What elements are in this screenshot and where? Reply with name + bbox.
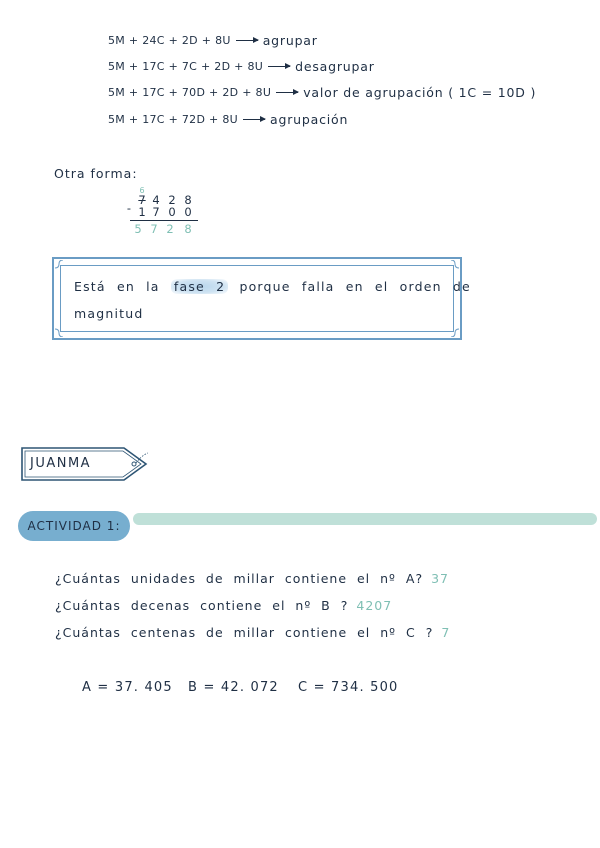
minus-sign: - <box>126 201 132 215</box>
question-answer: 37 <box>431 571 450 586</box>
note-text-after: porque falla en el orden de <box>239 279 471 294</box>
corner-ornament-icon <box>55 260 65 270</box>
corner-ornament-icon <box>449 327 459 337</box>
right-arrow-icon <box>236 40 258 41</box>
result-digit: 2 <box>166 222 174 236</box>
equation-row <box>108 111 348 127</box>
question-text: ¿Cuántas centenas de millar contiene el nº C ? <box>55 625 434 640</box>
name-tag-label: JUANMA <box>30 456 92 471</box>
note-highlight: fase 2 <box>171 279 228 294</box>
minuend-digit: 2 <box>168 193 176 207</box>
value-c: C = 734. 500 <box>298 680 399 695</box>
subtraction-operation <box>126 186 206 240</box>
note-line-2: magnitud <box>74 306 144 321</box>
equation-label: valor de agrupación ( 1C = 10D ) <box>303 84 537 100</box>
note-line-1 <box>74 279 471 294</box>
result-line <box>130 220 198 221</box>
equation-expression: 5M + 17C + 7C + 2D + 8U <box>108 59 264 73</box>
equation-expression: 5M + 17C + 70D + 2D + 8U <box>108 85 272 99</box>
value-a: A = 37. 405 <box>82 680 173 695</box>
right-arrow-icon <box>276 92 298 93</box>
minuend-digit: 4 <box>152 193 160 207</box>
number-values <box>82 680 399 695</box>
equation-label: agrupar <box>262 32 318 48</box>
result-digit: 8 <box>184 222 192 236</box>
question-item <box>55 571 449 586</box>
other-way-title: Otra forma: <box>54 166 138 181</box>
subtrahend-digit: 7 <box>152 205 160 219</box>
question-text: ¿Cuántas decenas contiene el nº B ? <box>55 598 349 613</box>
equation-expression: 5M + 24C + 2D + 8U <box>108 33 231 47</box>
question-item <box>55 598 392 613</box>
question-item <box>55 625 450 640</box>
corner-ornament-icon <box>449 260 459 270</box>
question-text: ¿Cuántas unidades de millar contiene el nº A? <box>55 571 424 586</box>
equation-label: desagrupar <box>295 58 375 74</box>
question-answer: 4207 <box>356 598 393 613</box>
note-box <box>52 257 471 340</box>
corner-ornament-icon <box>55 327 65 337</box>
note-box-inner-border <box>60 265 454 332</box>
value-b: B = 42. 072 <box>188 680 279 695</box>
subtrahend-digit: 0 <box>184 205 192 219</box>
activity-label: ACTIVIDAD 1: <box>27 519 121 533</box>
borrow-mark: 6 <box>139 186 145 195</box>
minuend-digit: 8 <box>184 193 192 207</box>
equation-expression: 5M + 17C + 72D + 8U <box>108 112 239 126</box>
subtrahend-digit: 0 <box>168 205 176 219</box>
result-digit: 5 <box>134 222 142 236</box>
equation-label: agrupación <box>270 111 349 127</box>
result-digit: 7 <box>150 222 158 236</box>
equation-row <box>108 58 375 74</box>
equation-row <box>108 32 318 48</box>
activity-header-bar <box>133 513 597 525</box>
minuend-digit: 7 <box>138 193 146 207</box>
question-answer: 7 <box>441 625 451 640</box>
right-arrow-icon <box>243 119 265 120</box>
subtrahend-digit: 1 <box>138 205 146 219</box>
equation-row <box>108 84 536 100</box>
activity-badge <box>18 511 130 541</box>
note-text-before: Está en la <box>74 279 160 294</box>
right-arrow-icon <box>268 66 290 67</box>
